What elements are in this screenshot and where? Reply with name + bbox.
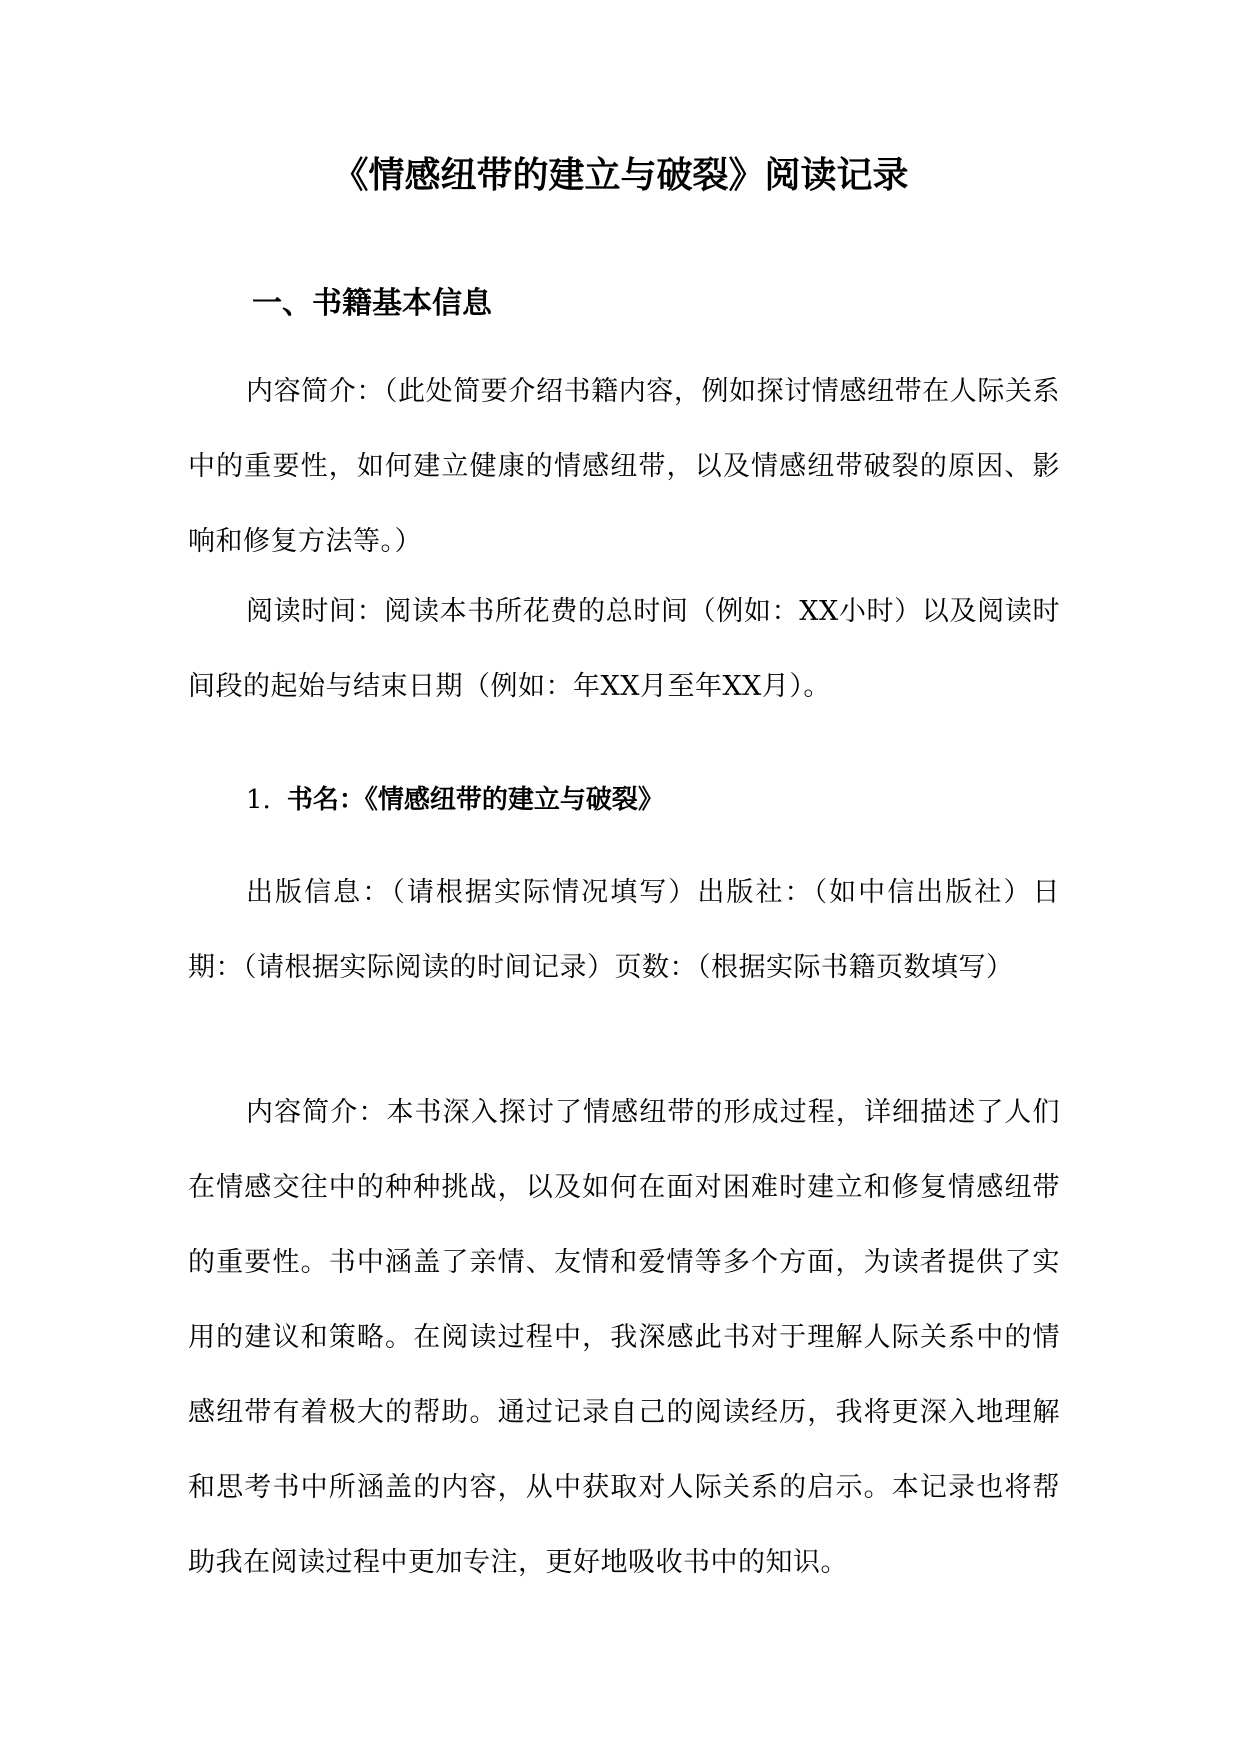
publication-info-paragraph: 出版信息：（请根据实际情况填写）出版社：（如中信出版社）日期：（请根据实际阅读的时间记录）页数：（根据实际书籍页数填写）: [188, 877, 1060, 983]
section-heading-basic-info: 一、书籍基本信息: [252, 286, 492, 321]
subsection-title-text: 书名：《情感纽带的建立与破裂》: [286, 785, 664, 815]
book-summary-paragraph: 内容简介：本书深入探讨了情感纽带的形成过程，详细描述了人们在情感交往中的种种挑战，以及如何在面对困难时建立和修复情感纽带的重要性。书中涵盖了亲情、友情和爱情等多个方面，为读者提供了实用的建议和策略。在阅读过程中，我深感此书对于理解人际关系中的情感纽带有着极大的帮助。通过记录自己的阅读经历，我将更深入地理解和思考书中所涵盖的内容，从中获取对人际关系的启示。本记录也将帮助我在阅读过程中更加专注，更好地吸收书中的知识。: [188, 1097, 1060, 1578]
content-intro-paragraph: 内容简介：（此处简要介绍书籍内容，例如探讨情感纽带在人际关系中的重要性，如何建立健康的情感纽带，以及情感纽带破裂的原因、影响和修复方法等。）: [188, 376, 1060, 557]
subsection-heading-book-title: [246, 780, 664, 820]
document-title: 《情感纽带的建立与破裂》阅读记录: [332, 155, 909, 196]
subsection-number: 1.: [246, 785, 271, 815]
reading-time-paragraph: 阅读时间：阅读本书所花费的总时间（例如：XX小时）以及阅读时间段的起始与结束日期（例如：年XX月至年XX月）。: [188, 596, 1060, 702]
